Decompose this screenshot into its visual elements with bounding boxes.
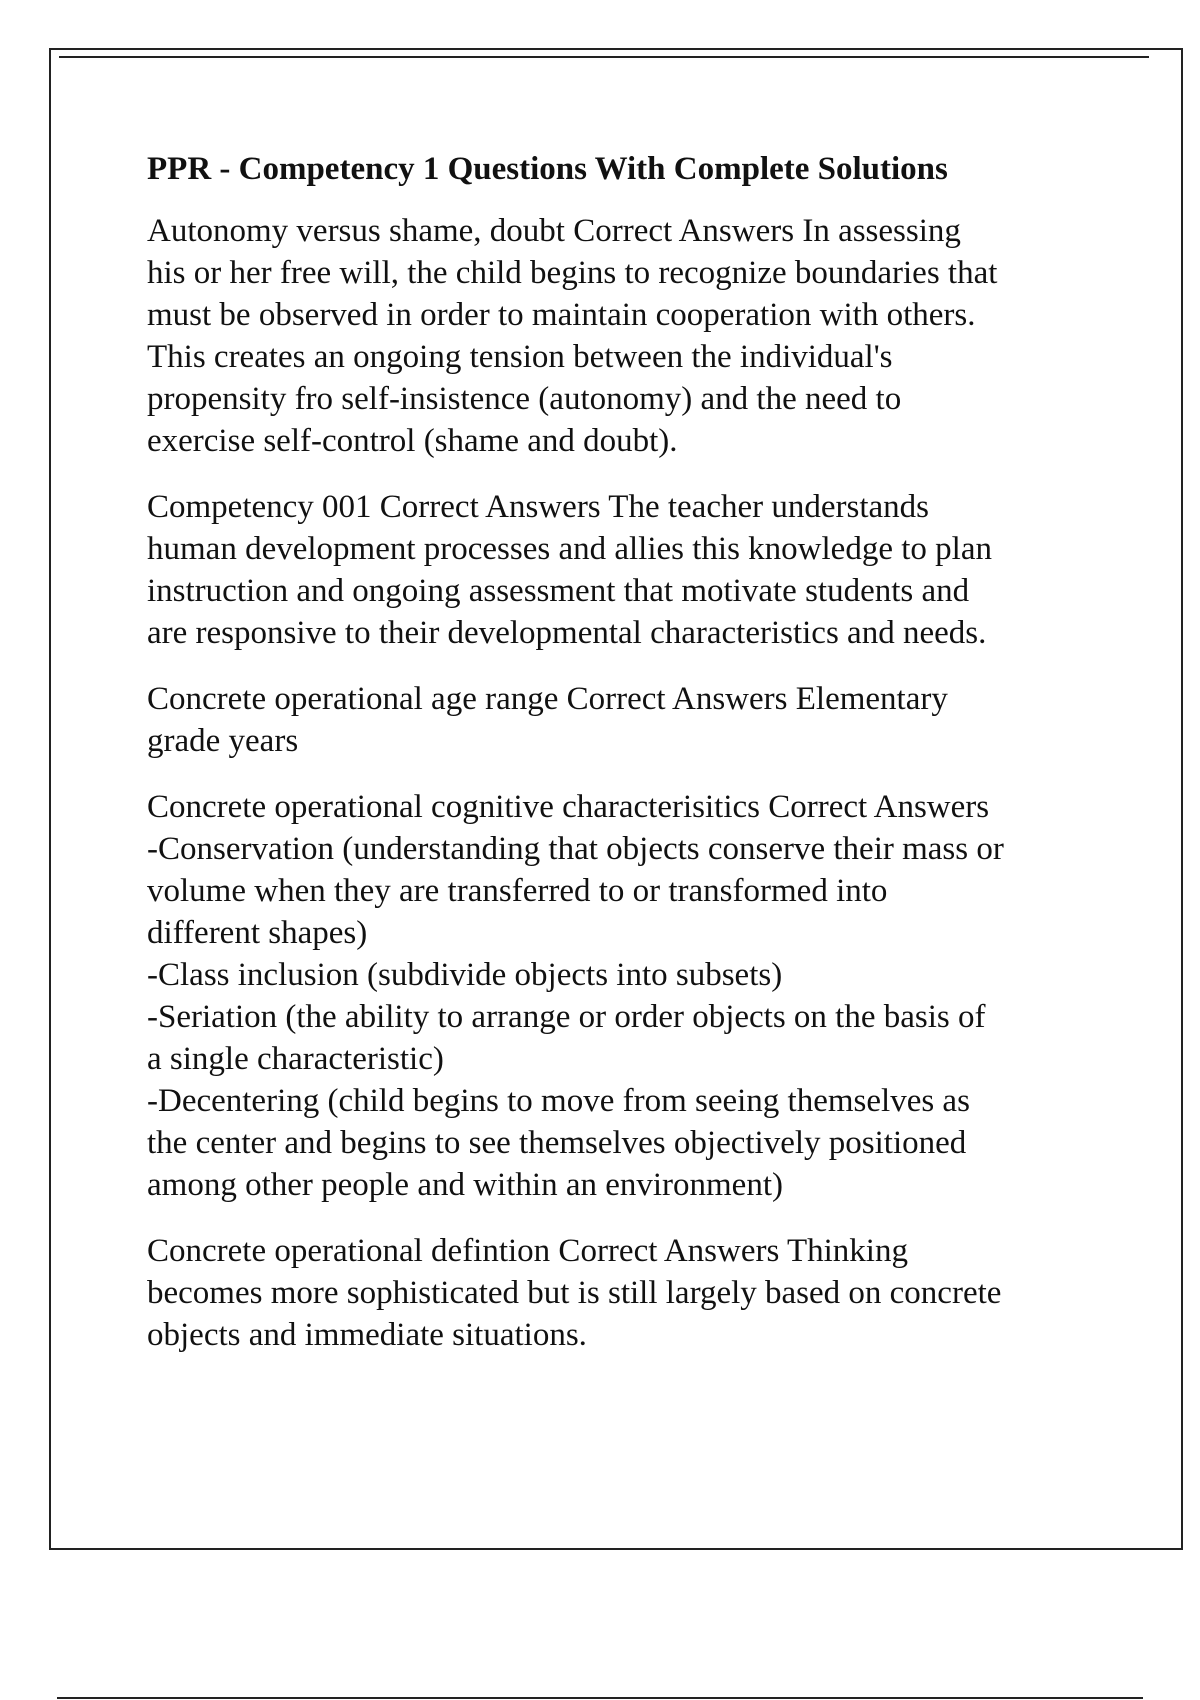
qa-line: the center and begins to see themselves objectively positioned [147,1125,967,1161]
qa-entry-autonomy [147,210,1147,462]
qa-entry-concrete-definition [147,1230,1147,1356]
qa-entry-competency-001 [147,486,1147,654]
page-frame [49,48,1183,1550]
document-content [147,148,1147,1380]
qa-line: are responsive to their developmental characteristics and needs. [147,615,987,651]
qa-line: objects and immediate situations. [147,1317,587,1353]
qa-line: must be observed in order to maintain cooperation with others. [147,297,976,333]
qa-line: becomes more sophisticated but is still largely based on concrete [147,1275,1002,1311]
qa-line: instruction and ongoing assessment that motivate students and [147,573,970,609]
qa-line: -Seriation (the ability to arrange or order objects on the basis of [147,999,986,1035]
qa-line: This creates an ongoing tension between the individual's [147,339,893,375]
top-rule [59,56,1149,58]
qa-line: human development processes and allies this knowledge to plan [147,531,992,567]
qa-line: -Conservation (understanding that objects conserve their mass or [147,831,1004,867]
qa-line: -Decentering (child begins to move from seeing themselves as [147,1083,970,1119]
qa-line: propensity fro self-insistence (autonomy) and the need to [147,381,902,417]
qa-line: Concrete operational defintion Correct Answers Thinking [147,1233,908,1269]
qa-line: different shapes) [147,915,368,951]
qa-line: Concrete operational cognitive characterisitics Correct Answers [147,789,990,825]
qa-line: Autonomy versus shame, doubt Correct Answers In assessing [147,213,961,249]
qa-line: volume when they are transferred to or transformed into [147,873,888,909]
bottom-rule [57,1697,1143,1699]
qa-line: his or her free will, the child begins to recognize boundaries that [147,255,998,291]
qa-entry-concrete-characteristics [147,786,1147,1206]
qa-line: a single characteristic) [147,1041,444,1077]
qa-line: Competency 001 Correct Answers The teacher understands [147,489,929,525]
document-title: PPR - Competency 1 Questions With Complete Solutions [147,151,948,187]
qa-entry-concrete-age-range [147,678,1147,762]
qa-line: among other people and within an environment) [147,1167,783,1203]
qa-line: exercise self-control (shame and doubt). [147,423,678,459]
qa-line: grade years [147,723,299,759]
qa-line: -Class inclusion (subdivide objects into subsets) [147,957,783,993]
qa-line: Concrete operational age range Correct Answers Elementary [147,681,948,717]
